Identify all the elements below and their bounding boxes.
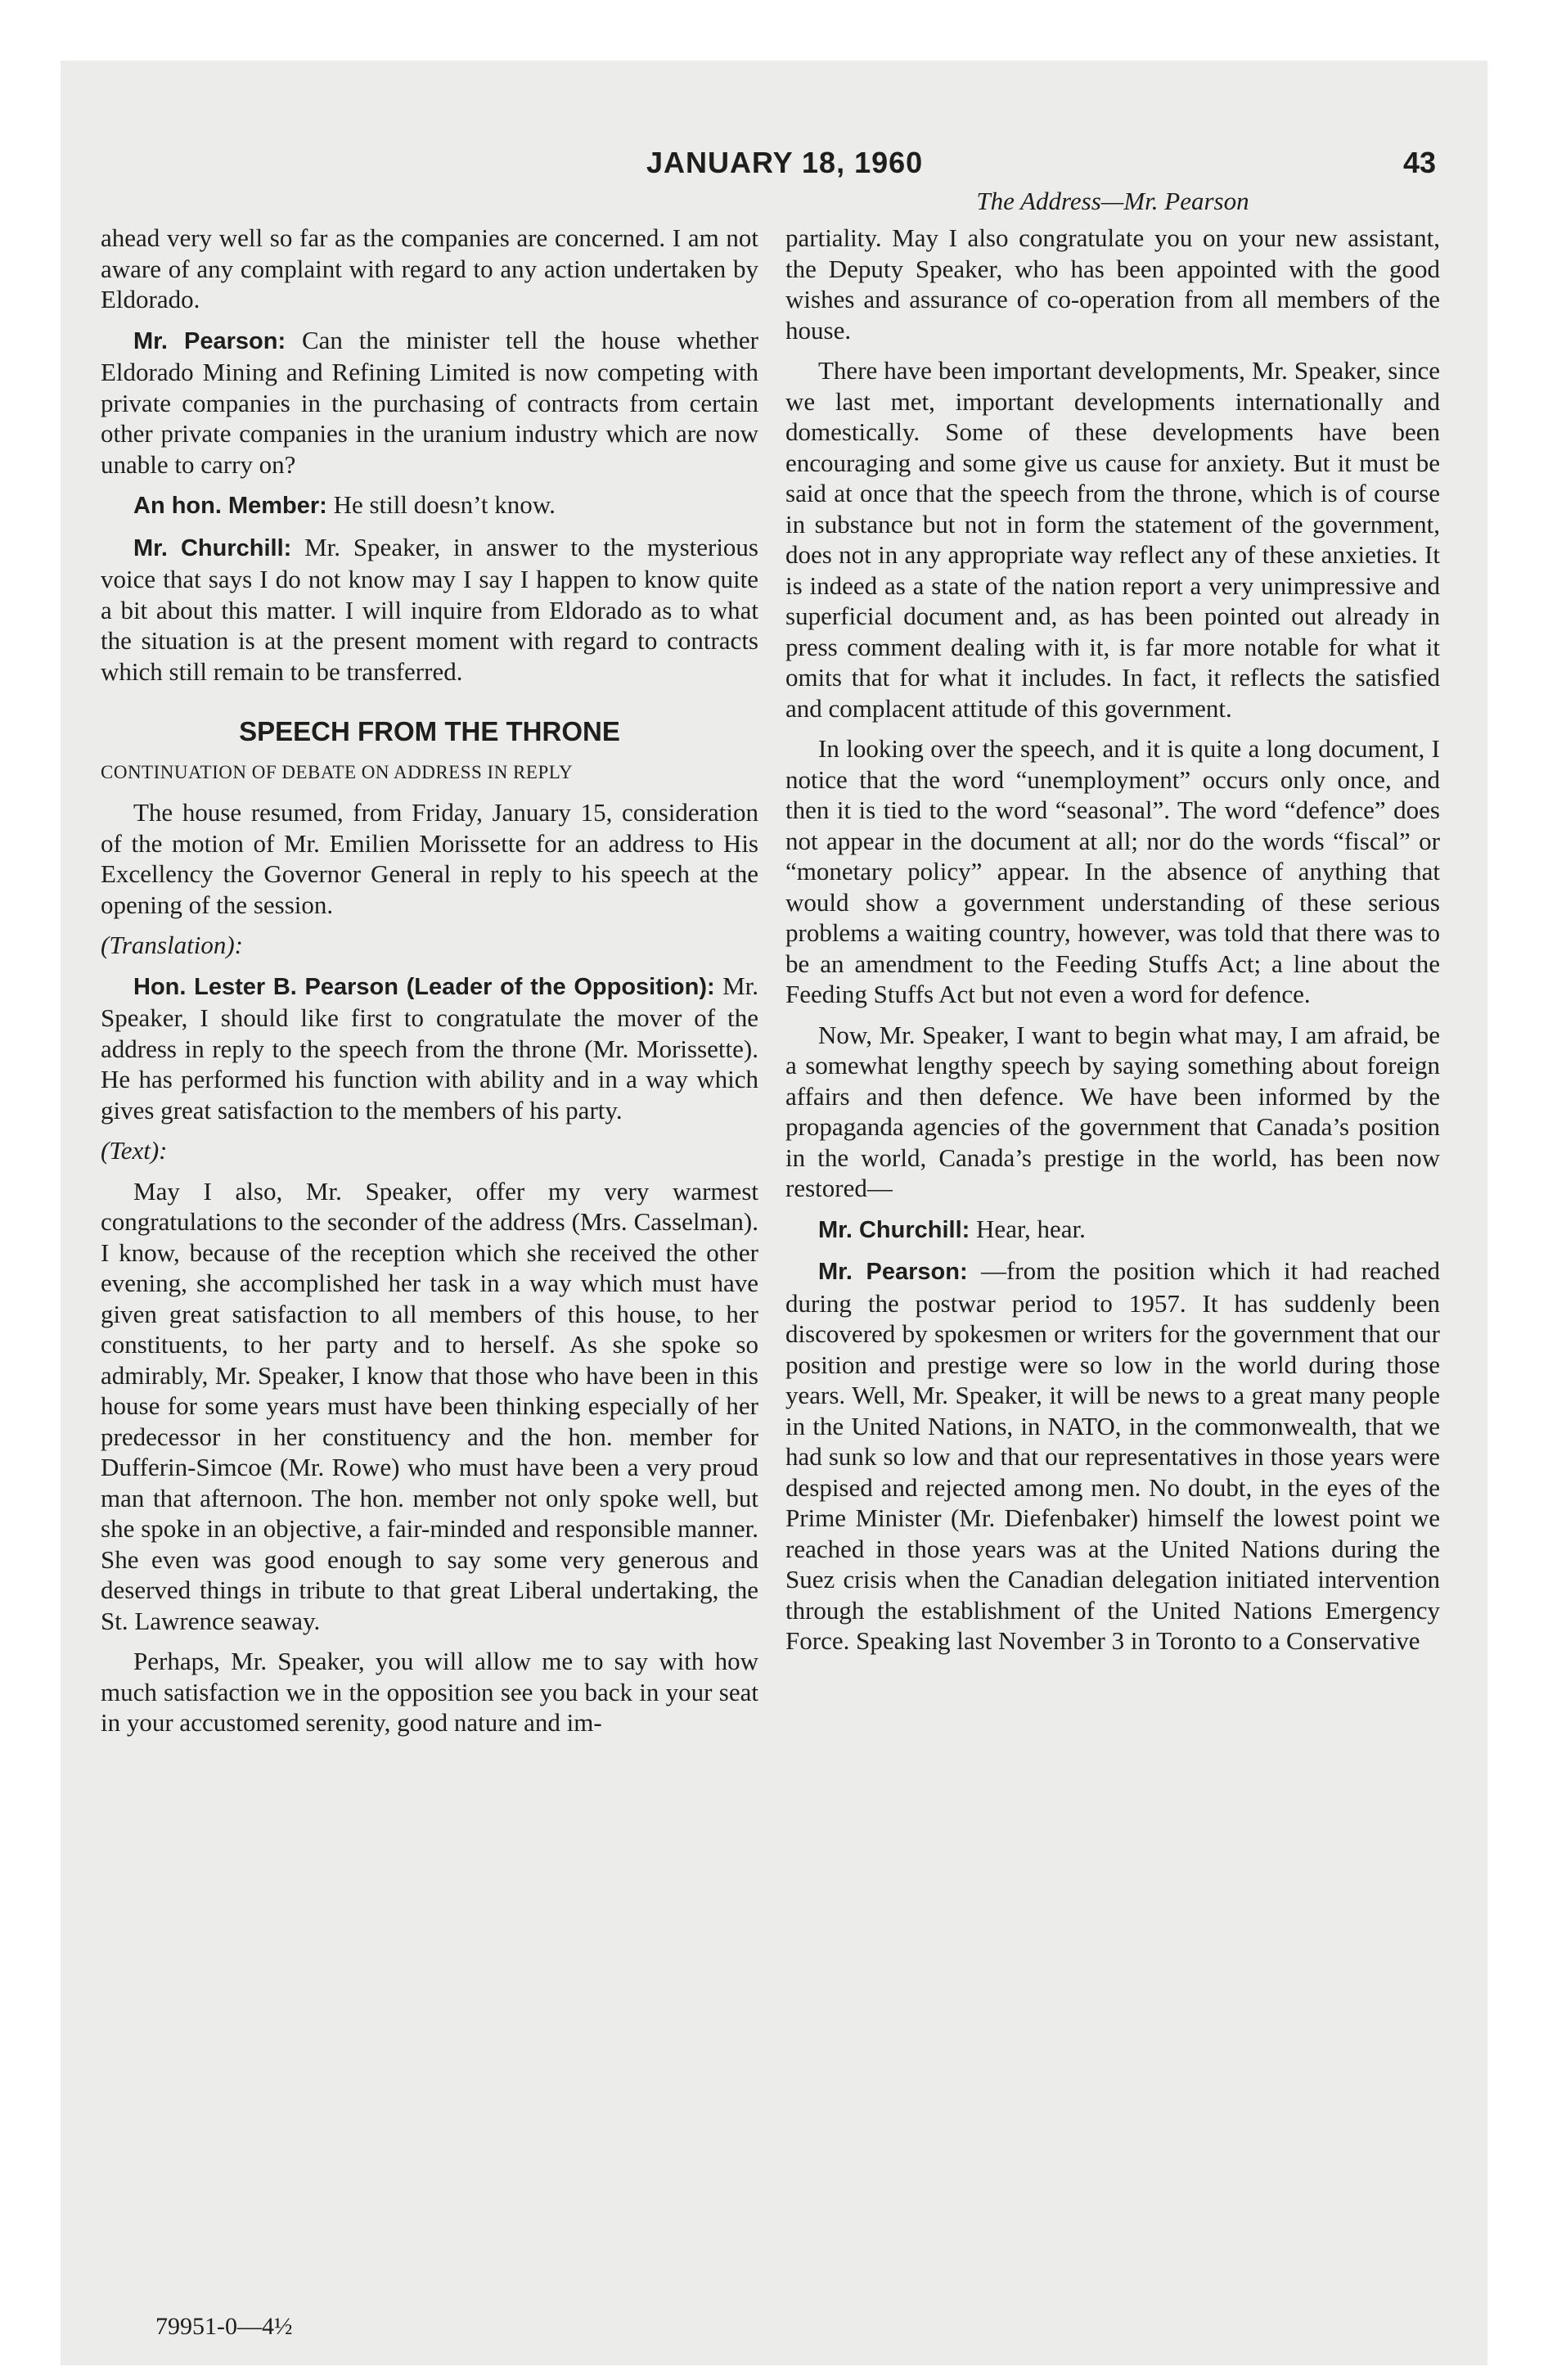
paragraph: There have been important developments, Mr. Speaker, since we last met, important developments internationally and domestically. Some of these developments have been encouraging and some give us cause for anxiety. But it must be said at once that the speech from the throne, which is of course in substance but not in form the statement of the government, does not in any appropriate way reflect any of these anxieties. It is indeed as a state of the nation report a very unimpressive and superficial document and, as has been pointed out already in press comment dealing with it, is far more notable for what it omits that for what it includes. In fact, it reflects the satisfied and complacent attitude of this government.	[785, 356, 1440, 723]
paragraph: ahead very well so far as the companies are concerned. I am not aware of any complaint with regard to any action undertaken by Eldorado.	[101, 223, 758, 313]
speech-text: He still doesn’t know.	[326, 490, 556, 519]
paragraph: In looking over the speech, and it is quite a long document, I notice that the word “unemployment” occurs only once, and then it is tied to the word “seasonal”. The word “defence” does not appear in the document at all; nor do the words “fiscal” or “monetary policy” appear. In the absence of anything that would show a government understanding of these serious problems a waiting country, however, was told that there was to be an amendment to the Feeding Stuffs Act; a line about the Feeding Stuffs Act but not even a word for defence.	[785, 734, 1440, 1008]
section-title: SPEECH FROM THE THRONE	[239, 716, 620, 746]
speaker-name: Mr. Churchill:	[818, 1216, 970, 1243]
speech-text: Mr. Speaker, I should like first to congratulate the mover of the address in reply to the speech from the throne (Mr. Morissette). He has performed his function with ability and in a way which gives great satisfaction to the members of his party.	[101, 971, 758, 1125]
speaker-name: Hon. Lester B. Pearson (Leader of the Opposition):	[133, 973, 715, 1000]
paragraph: Now, Mr. Speaker, I want to begin what may, I am afraid, be a somewhat lengthy speech by saying something about foreign affairs and then defence. We have been informed by the propaganda agencies of the government that Canada’s position in the world, Canada’s prestige in the world, has been now restored—	[785, 1020, 1440, 1202]
paragraph: May I also, Mr. Speaker, offer my very warmest congratulations to the seconder of the address (Mrs. Casselman). I know, because of the reception which she received the other evening, she accomplished her task in a way which must have given great satisfaction to all members of this house, to her constituents, to her party and to herself. As she spoke so admirably, Mr. Speaker, I know that those who have been in this house for some years must have been thinking especially of her predecessor in her constituency and the hon. member for Dufferin-Simcoe (Mr. Rowe) who must have been a very proud man that afternoon. The hon. member not only spoke well, but she spoke in an objective, a fair-minded and responsible manner. She even was good enough to say some very generous and deserved things in tribute to that great Liberal undertaking, the St. Lawrence seaway.	[101, 1176, 758, 1635]
paragraph	[101, 489, 758, 522]
speaker-name: Mr. Churchill:	[133, 534, 292, 561]
paragraph	[785, 1255, 1440, 1657]
page-number: 43	[1403, 146, 1437, 179]
speaker-name: Mr. Pearson:	[818, 1259, 968, 1285]
page-date: JANUARY 18, 1960	[646, 146, 924, 179]
speech-text: Hear, hear.	[970, 1214, 1086, 1243]
left-column	[101, 223, 758, 1748]
running-head: The Address—Mr. Pearson	[976, 187, 1249, 215]
right-column	[785, 223, 1440, 1666]
translation-note: (Translation):	[101, 931, 243, 959]
speaker-name: An hon. Member:	[133, 493, 327, 519]
paragraph	[101, 325, 758, 480]
section-subtitle: CONTINUATION OF DEBATE ON ADDRESS IN REPLY	[101, 761, 574, 782]
text-note: (Text):	[101, 1136, 168, 1165]
paragraph	[785, 1214, 1440, 1246]
paragraph: partiality. May I also congratulate you on your new assistant, the Deputy Speaker, who has been appointed with the good wishes and assurance of co-operation from all members of the house.	[785, 223, 1440, 345]
speech-text: —from the position which it had reached during the postwar period to 1957. It has suddenly been discovered by spokesmen or writers for the government that our position and prestige were so low in the world during those years. Well, Mr. Speaker, it will be news to a great many people in the United Nations, in NATO, in the commonwealth, that we had sunk so low and that our representatives in those years were despised and rejected among men. No doubt, in the eyes of the Prime Minister (Mr. Diefenbaker) himself the lowest point we reached in those years was at the United Nations during the Suez crisis when the Canadian delegation initiated intervention through the establishment of the United Nations Emergency Force. Speaking last November 3 in Toronto to a Conservative	[785, 1256, 1440, 1655]
footer-code: 79951-0—4½	[155, 2313, 293, 2340]
speech-text: Mr. Speaker, in answer to the mysterious voice that says I do not know may I say I happen to know quite a bit about this matter. I will inquire from Eldorado as to what the situation is at the present moment with regard to contracts which still remain to be transferred.	[101, 532, 758, 686]
paragraph	[101, 532, 758, 687]
speech-text: Can the minister tell the house whether Eldorado Mining and Refining Limited is now competing with private companies in the purchasing of contracts from certain other private companies in the uranium industry which are now unable to carry on?	[101, 325, 758, 479]
paragraph: Perhaps, Mr. Speaker, you will allow me to say with how much satisfaction we in the opposition see you back in your seat in your accustomed serenity, good nature and im-	[101, 1647, 758, 1737]
speaker-name: Mr. Pearson:	[133, 327, 286, 354]
paragraph: The house resumed, from Friday, January 15, consideration of the motion of Mr. Emilien Morissette for an address to His Excellency the Governor General in reply to his speech at the opening of the session.	[101, 798, 758, 919]
paragraph	[101, 971, 758, 1126]
page-header	[0, 146, 1548, 187]
